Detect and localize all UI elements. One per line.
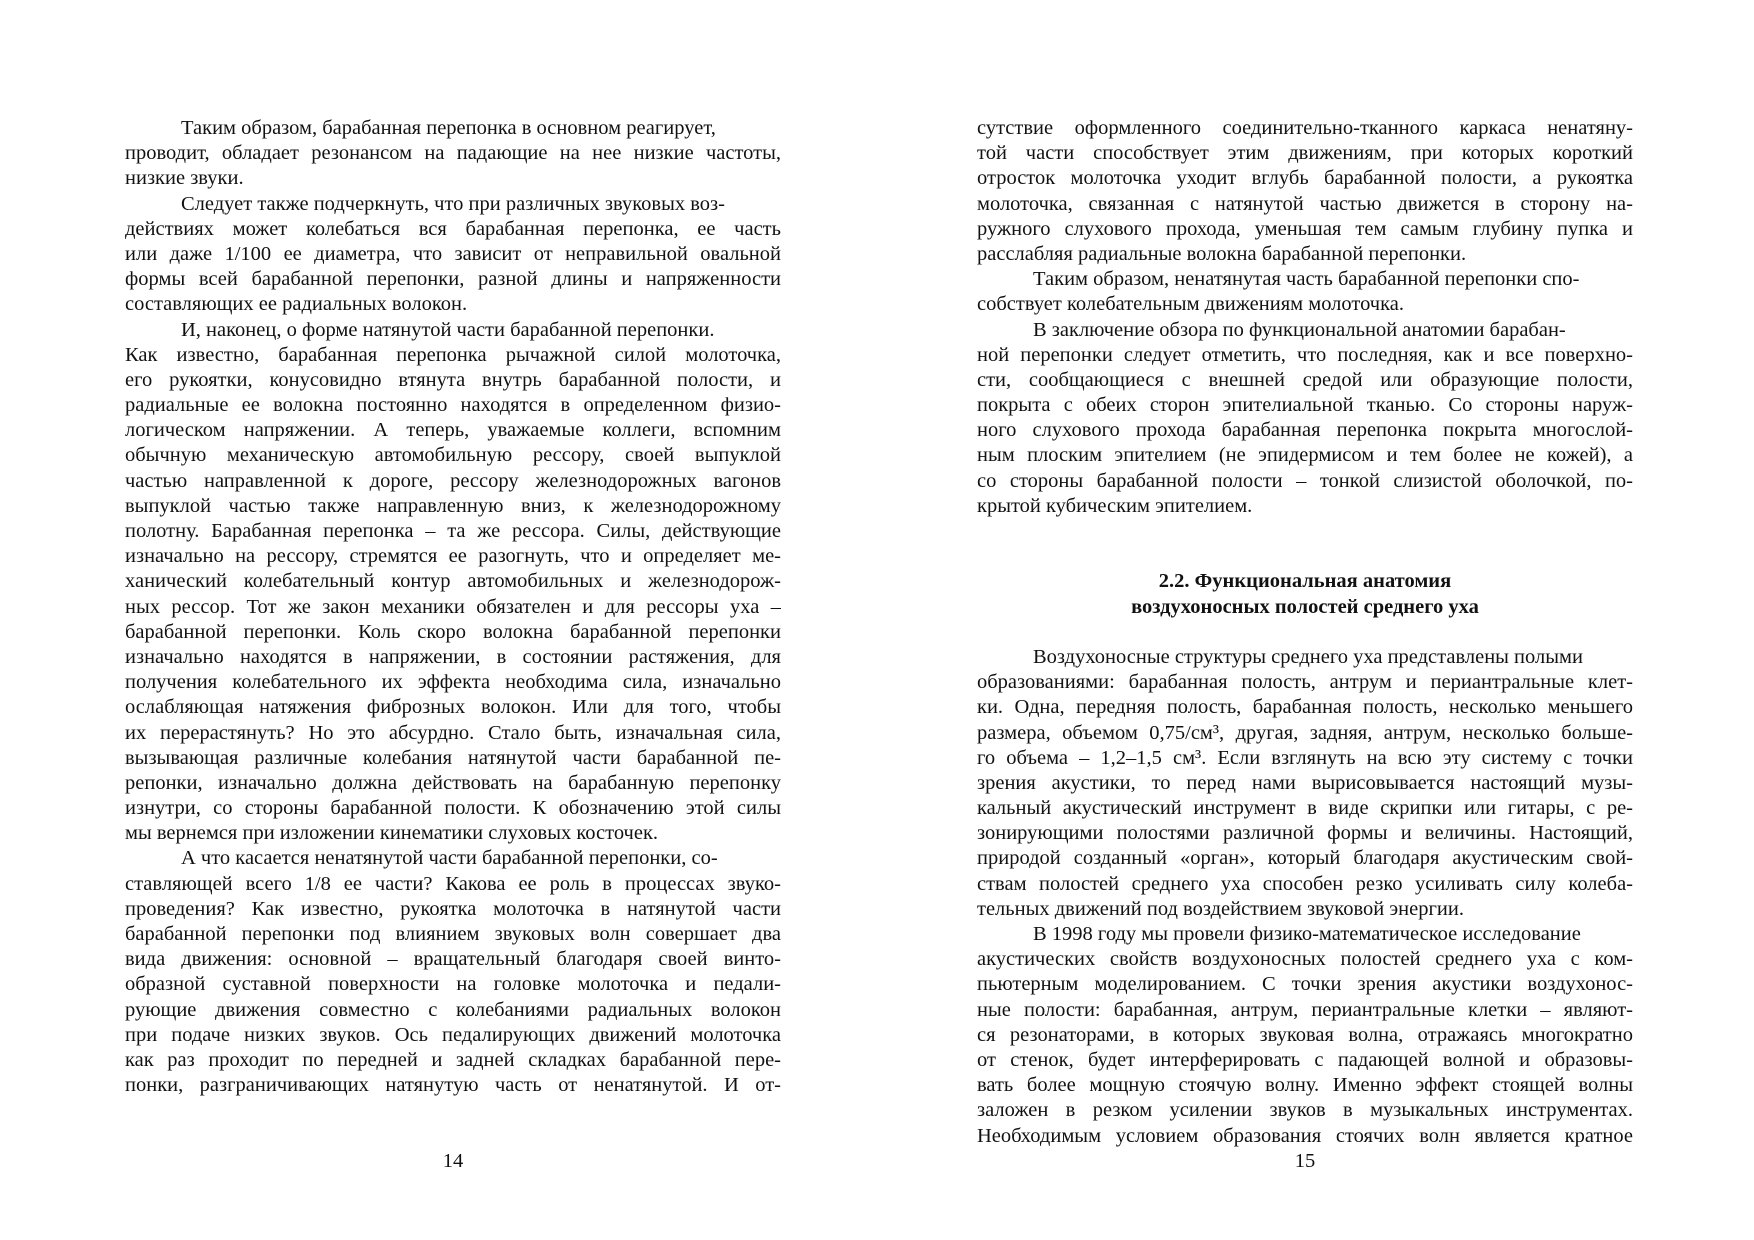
text-line: рующие движения совместно с колебаниями радиальных волокон	[125, 998, 781, 1021]
page-number-left: 14	[442, 1150, 464, 1172]
text-line: изнутри, со стороны барабанной полости. К обозначению этой силы	[125, 797, 781, 820]
text-line: мы вернемся при изложении кинематики слуховых косточек.	[125, 822, 659, 845]
text-line: акустических свойств воздухоносных полостей среднего уха с ком-	[977, 948, 1633, 971]
text-line: природой созданный «орган», который благодаря акустическим свой-	[977, 847, 1633, 870]
text-line: го объема – 1,2–1,5 см³. Если взглянуть на всю эту систему с точки	[977, 746, 1633, 769]
section-heading-line: воздухоносных полостей среднего уха	[1131, 595, 1479, 618]
text-line: размера, объемом 0,75/см³, другая, задняя, антрум, несколько больше-	[977, 721, 1633, 744]
text-line: изначально на рессору, стремятся ее разогнуть, что и определяет ме-	[125, 545, 781, 568]
text-line: ным плоским эпителием (не эпидермисом и тем более не кожей), а	[977, 444, 1633, 467]
text-line: ного слухового прохода барабанная перепонка покрыта многослой-	[977, 419, 1633, 442]
right-page	[977, 0, 1633, 1240]
text-line: или даже 1/100 ее диаметра, что зависит от неправильной овальной	[125, 242, 781, 265]
text-line: обычную механическую автомобильную рессору, своей выпуклой	[125, 444, 781, 467]
text-line: выпуклой частью также направленную вниз, к железнодорожному	[125, 494, 781, 517]
text-line: тельных движений под воздействием звуковой энергии.	[977, 897, 1464, 920]
text-line: ки. Одна, передняя полость, барабанная полость, несколько меньшего	[977, 696, 1633, 719]
text-line: ных рессор. Тот же закон механики обязателен и для рессоры уха –	[125, 595, 781, 618]
text-line: покрыта с обеих сторон эпителиальной тканью. Со стороны наруж-	[977, 394, 1633, 417]
text-line: А что касается ненатянутой части барабанной перепонки, со-	[181, 847, 718, 870]
left-page-text	[125, 116, 781, 1098]
text-line: сутствие оформленного соединительно-тканного каркаса ненатяну-	[977, 117, 1633, 139]
text-line: вызывающая различные колебания натянутой части барабанной пе-	[125, 746, 781, 769]
text-line: частью направленной к дороге, рессору железнодорожных вагонов	[125, 469, 781, 492]
text-line: ствам полостей среднего уха способен резко усиливать силу колеба-	[977, 872, 1633, 895]
text-line: радиальные ее волокна постоянно находятся в определенном физио-	[125, 394, 781, 417]
text-line: собствует колебательным движениям молоточка.	[977, 293, 1404, 316]
text-line: ные полости: барабанная, антрум, периантральные клетки – являют-	[977, 998, 1633, 1021]
text-line: крытой кубическим эпителием.	[977, 494, 1253, 517]
text-line: ставляющей всего 1/8 ее части? Какова ее роль в процессах звуко-	[125, 872, 781, 895]
text-line: кальный акустический инструмент в виде скрипки или гитары, с ре-	[977, 797, 1633, 820]
text-line: расслабляя радиальные волокна барабанной перепонки.	[977, 242, 1467, 265]
text-line: действиях может колебаться вся барабанная перепонка, ее часть	[125, 217, 781, 240]
text-line: отросток молоточка уходит вглубь барабанной полости, а рукоятка	[977, 167, 1633, 190]
text-line: проведения? Как известно, рукоятка молоточка в натянутой части	[125, 897, 781, 920]
text-line: ружного слухового прохода, уменьшая тем самым глубину пупка и	[977, 217, 1633, 240]
text-line: В заключение обзора по функциональной анатомии барабан-	[1033, 318, 1566, 341]
text-line: как раз проходит по передней и задней складках барабанной пере-	[125, 1048, 781, 1071]
text-line: получения колебательного их эффекта необходима сила, изначально	[125, 671, 781, 694]
text-line: Следует также подчеркнуть, что при различных звуковых воз-	[181, 192, 725, 215]
text-line: вать более мощную стоячую волну. Именно эффект стоящей волны	[977, 1074, 1633, 1097]
text-line: Таким образом, ненатянутая часть барабанной перепонки спо-	[1033, 268, 1580, 291]
text-line: их перерастянуть? Но это абсурдно. Стало быть, изначальная сила,	[125, 721, 781, 744]
text-line: Как известно, барабанная перепонка рычажной силой молоточка,	[125, 343, 781, 366]
text-line: образной суставной поверхности на головке молоточка и педали-	[125, 973, 781, 996]
blank-line	[977, 620, 1633, 645]
text-line: ся резонаторами, в которых звуковая волна, отражаясь многократно	[977, 1023, 1633, 1046]
text-line: ослабляющая натяжения фиброзных волокон. Или для того, чтобы	[125, 696, 781, 719]
text-line: его рукоятки, конусовидно втянута внутрь барабанной полости, и	[125, 368, 781, 391]
text-line: понки, разграничивающих натянутую часть от ненатянутой. И от-	[125, 1074, 781, 1097]
text-line: полотну. Барабанная перепонка – та же рессора. Силы, действующие	[125, 520, 781, 542]
text-line: при подаче низких звуков. Ось педалирующих движений молоточка	[125, 1023, 781, 1046]
text-line: ханический колебательный контур автомобильных и железнодорож-	[125, 570, 781, 593]
text-line: зонирующими полостями различной формы и величины. Настоящий,	[977, 822, 1633, 845]
text-line: составляющих ее радиальных волокон.	[125, 293, 468, 316]
text-line: репонки, изначально должна действовать на барабанную перепонку	[125, 771, 781, 794]
text-line: зрения акустики, то перед нами вырисовывается настоящий музы-	[977, 771, 1633, 794]
text-line: барабанной перепонки под влиянием звуковых волн совершает два	[125, 923, 781, 945]
text-line: вида движения: основной – вращательный благодаря своей винто-	[125, 948, 781, 971]
text-line: от стенок, будет интерферировать с падающей волной и образовы-	[977, 1048, 1633, 1071]
text-line: пьютерным моделированием. С точки зрения акустики воздухонос-	[977, 973, 1633, 996]
left-page	[125, 0, 781, 1240]
text-line: ной перепонки следует отметить, что последняя, как и все поверхно-	[977, 343, 1633, 366]
blank-line	[977, 544, 1633, 569]
text-line: низкие звуки.	[125, 167, 244, 190]
text-line: Воздухоносные структуры среднего уха представлены полыми	[1033, 645, 1583, 668]
text-line: сти, сообщающиеся с внешней средой или образующие полости,	[977, 368, 1633, 391]
text-line: проводит, обладает резонансом на падающие на нее низкие частоты,	[125, 142, 781, 165]
text-line: молоточка, связанная с натянутой частью движется в сторону на-	[977, 192, 1633, 215]
text-line: Таким образом, барабанная перепонка в основном реагирует,	[181, 117, 716, 139]
text-line: изначально находятся в напряжении, в состоянии растяжения, для	[125, 645, 781, 668]
text-line: той части способствует этим движениям, при которых короткий	[977, 142, 1633, 165]
text-line: В 1998 году мы провели физико-математическое исследование	[1033, 923, 1581, 945]
text-line: Необходимым условием образования стоячих волн является кратное	[977, 1124, 1633, 1147]
text-line: со стороны барабанной полости – тонкой слизистой оболочкой, по-	[977, 469, 1633, 492]
page-number-right: 15	[1294, 1150, 1316, 1172]
text-line: И, наконец, о форме натянутой части барабанной перепонки.	[181, 318, 715, 341]
text-line: образованиями: барабанная полость, антрум и периантральные клет-	[977, 671, 1633, 694]
text-line: заложен в резком усилении звуков в музыкальных инструментах.	[977, 1099, 1633, 1122]
blank-line	[977, 519, 1633, 544]
text-line: логическом напряжении. А теперь, уважаемые коллеги, вспомним	[125, 419, 781, 442]
right-page-text	[977, 116, 1633, 1149]
text-line: барабанной перепонки. Коль скоро волокна барабанной перепонки	[125, 620, 781, 643]
text-line: формы всей барабанной перепонки, разной длины и напряженности	[125, 268, 781, 291]
section-heading-line: 2.2. Функциональная анатомия	[1158, 570, 1452, 593]
